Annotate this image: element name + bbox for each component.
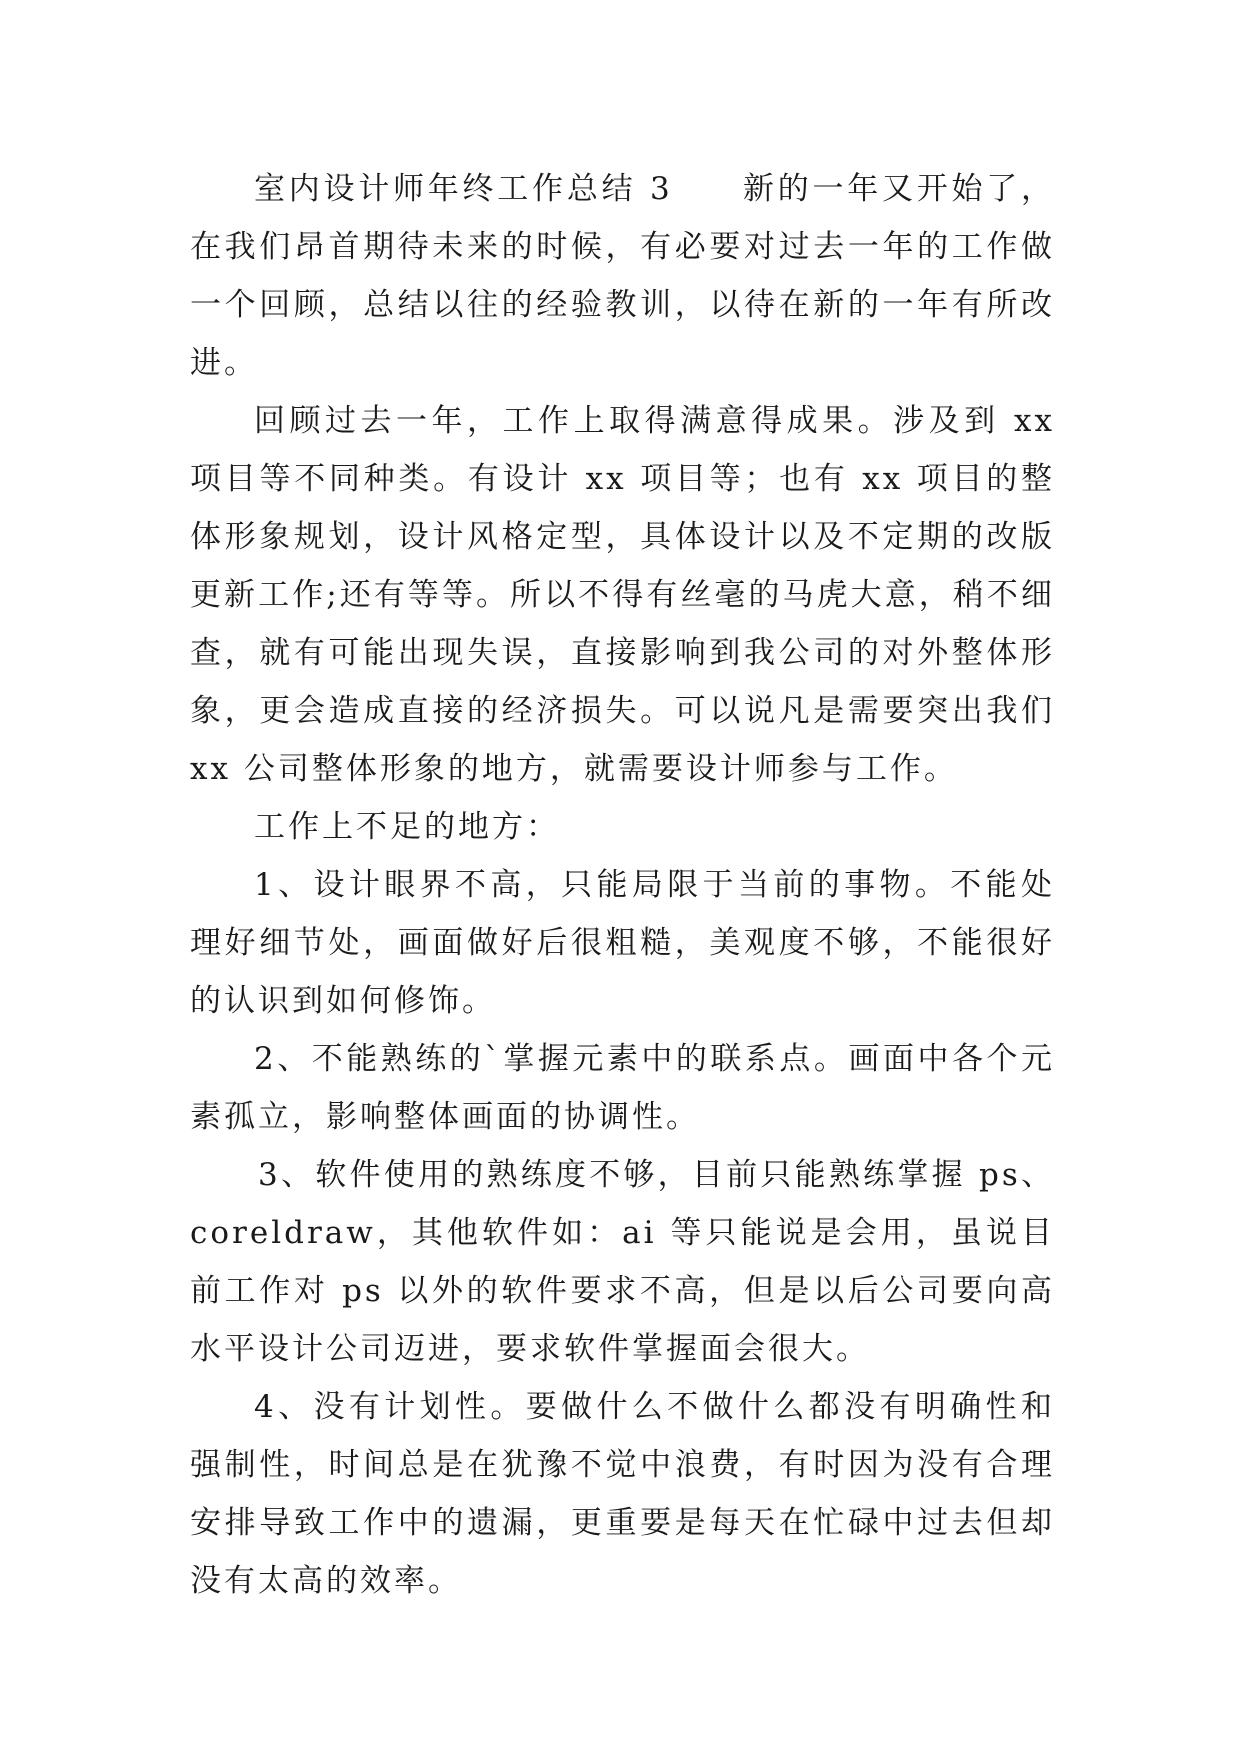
document-body	[190, 160, 1055, 1610]
paragraph-review: 回顾过去一年，工作上取得满意得成果。涉及到 xx 项目等不同种类。有设计 xx 项目等；也有 xx 项目的整体形象规划，设计风格定型，具体设计以及不定期的改版更新工作;还有等等。所以不得有丝毫的马虎大意，稍不细查，就有可能出现失误，直接影响到我公司的对外整体形象，更会造成直接的经济损失。可以说凡是需要突出我们 xx 公司整体形象的地方，就需要设计师参与工作。	[190, 403, 1055, 787]
paragraph-item-4: 4、没有计划性。要做什么不做什么都没有明确性和强制性，时间总是在犹豫不觉中浪费，有时因为没有合理安排导致工作中的遗漏，更重要是每天在忙碌中过去但却没有太高的效率。	[190, 1389, 1055, 1599]
paragraph-intro: 室内设计师年终工作总结 3 新的一年又开始了，在我们昂首期待未来的时候，有必要对过去一年的工作做一个回顾，总结以往的经验教训，以待在新的一年有所改进。	[190, 171, 1055, 381]
paragraph-shortcomings-heading: 工作上不足的地方：	[254, 809, 560, 845]
paragraph-item-3: 3、软件使用的熟练度不够，目前只能熟练掌握 ps、coreldraw，其他软件如：ai 等只能说是会用，虽说目前工作对 ps 以外的软件要求不高，但是以后公司要向高水平设计公司迈进，要求软件掌握面会很大。	[190, 1157, 1055, 1367]
paragraph-item-1: 1、设计眼界不高，只能局限于当前的事物。不能处理好细节处，画面做好后很粗糙，美观度不够，不能很好的认识到如何修饰。	[190, 867, 1055, 1019]
paragraph-item-2: 2、不能熟练的`掌握元素中的联系点。画面中各个元素孤立，影响整体画面的协调性。	[190, 1041, 1055, 1135]
